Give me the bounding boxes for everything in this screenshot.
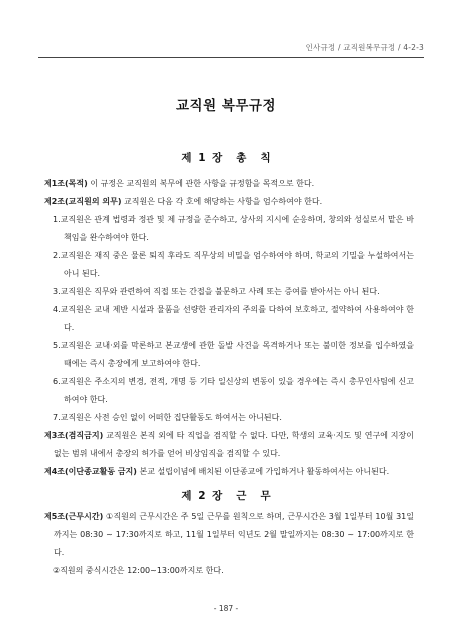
article-5 — [44, 508, 414, 562]
article-1-text: 이 규정은 교직원의 복무에 관한 사항을 규정함을 목적으로 한다. — [87, 179, 315, 188]
page-number: - 187 - — [213, 604, 239, 613]
article-3 — [44, 427, 414, 463]
chapter-2-heading — [0, 488, 452, 503]
chapter-2-body — [44, 508, 414, 580]
article-3-text: 교직원은 본직 외에 타 직업을 겸직할 수 없다. 다만, 학생의 교육·지도 및 연구에 지장이 없는 범위 내에서 총장의 허가를 얻어 비상임직을 겸직할 수 있다. — [54, 431, 414, 458]
article-2-item-7: 7.교직원은 사전 승인 없이 어떠한 집단활동도 하여서는 아니된다. — [53, 413, 282, 422]
chapter-1-name-a: 총 — [236, 152, 247, 164]
article-5-heading: 제5조(근무시간) — [44, 512, 104, 521]
document-title: 교직원 복무규정 — [176, 98, 276, 114]
article-2-item-5: 5.교직원은 교내·외를 막론하고 본교생에 관한 돌발 사건을 목격하거나 또는 불미한 정보를 입수하였을 때에는 즉시 총장에게 보고하여야 한다. — [53, 341, 414, 368]
article-5-text: ①직원의 근무시간은 주 5일 근무를 원칙으로 하며, 근무시간은 3월 1일부터 10월 31일까지는 08:30 ~ 17:30까지로 하고, 11월 1일부터 익년도 2월 말일까지는 08:30 ~ 17:00까지로 한다. — [54, 512, 414, 557]
chapter-1-name-b: 칙 — [260, 152, 271, 164]
chapter-1-body — [44, 162, 414, 481]
chapter-2-name-b: 무 — [260, 490, 271, 502]
article-4-text: 본교 설립이념에 배치된 이단종교에 가입하거나 활동하여서는 아니된다. — [136, 467, 390, 476]
article-1 — [44, 175, 414, 193]
chapter-2-number: 제 2 장 — [181, 490, 223, 502]
article-2 — [44, 193, 414, 211]
running-header: 인사규정 / 교직원복무규정 / 4-2-3 — [305, 43, 424, 52]
article-2-heading: 제2조(교직원의 의무) — [44, 197, 122, 206]
article-2-text: 교직원은 다음 각 호에 해당하는 사항을 엄수하여야 한다. — [121, 197, 323, 206]
chapter-2-name-a: 근 — [236, 490, 247, 502]
article-5-item-2: ②직원의 중식시간은 12:00~13:00까지로 한다. — [53, 566, 224, 575]
article-2-item-3: 3.교직원은 직무와 관련하여 직접 또는 간접을 불문하고 사례 또는 증여를 받아서는 아니 된다. — [53, 287, 380, 296]
article-2-item-4: 4.교직원은 교내 제반 시설과 물품을 선량한 관리자의 주의를 다하여 보호하고, 절약하여 사용하여야 한다. — [53, 305, 414, 332]
article-4 — [44, 463, 414, 481]
article-2-item-2: 2.교직원은 재직 중은 물론 퇴직 후라도 직무상의 비밀을 엄수하여야 하며, 학교의 기밀을 누설하여서는 아니 된다. — [53, 251, 414, 278]
article-3-heading: 제3조(겸직금지) — [44, 431, 104, 440]
article-2-item-6: 6.교직원은 주소지의 변경, 전적, 개명 등 기타 일신상의 변동이 있을 경우에는 즉시 총무인사팀에 신고하여야 한다. — [53, 377, 414, 404]
chapter-1-number: 제 1 장 — [181, 152, 223, 164]
article-4-heading: 제4조(이단종교활동 금지) — [44, 467, 137, 476]
article-2-item-1: 1.교직원은 관계 법령과 정관 및 제 규정을 준수하고, 상사의 지시에 순응하며, 창의와 성실로서 맡은 바 책임을 완수하여야 한다. — [53, 215, 414, 242]
header-rule — [38, 57, 424, 58]
article-1-heading: 제1조(목적) — [44, 179, 88, 188]
